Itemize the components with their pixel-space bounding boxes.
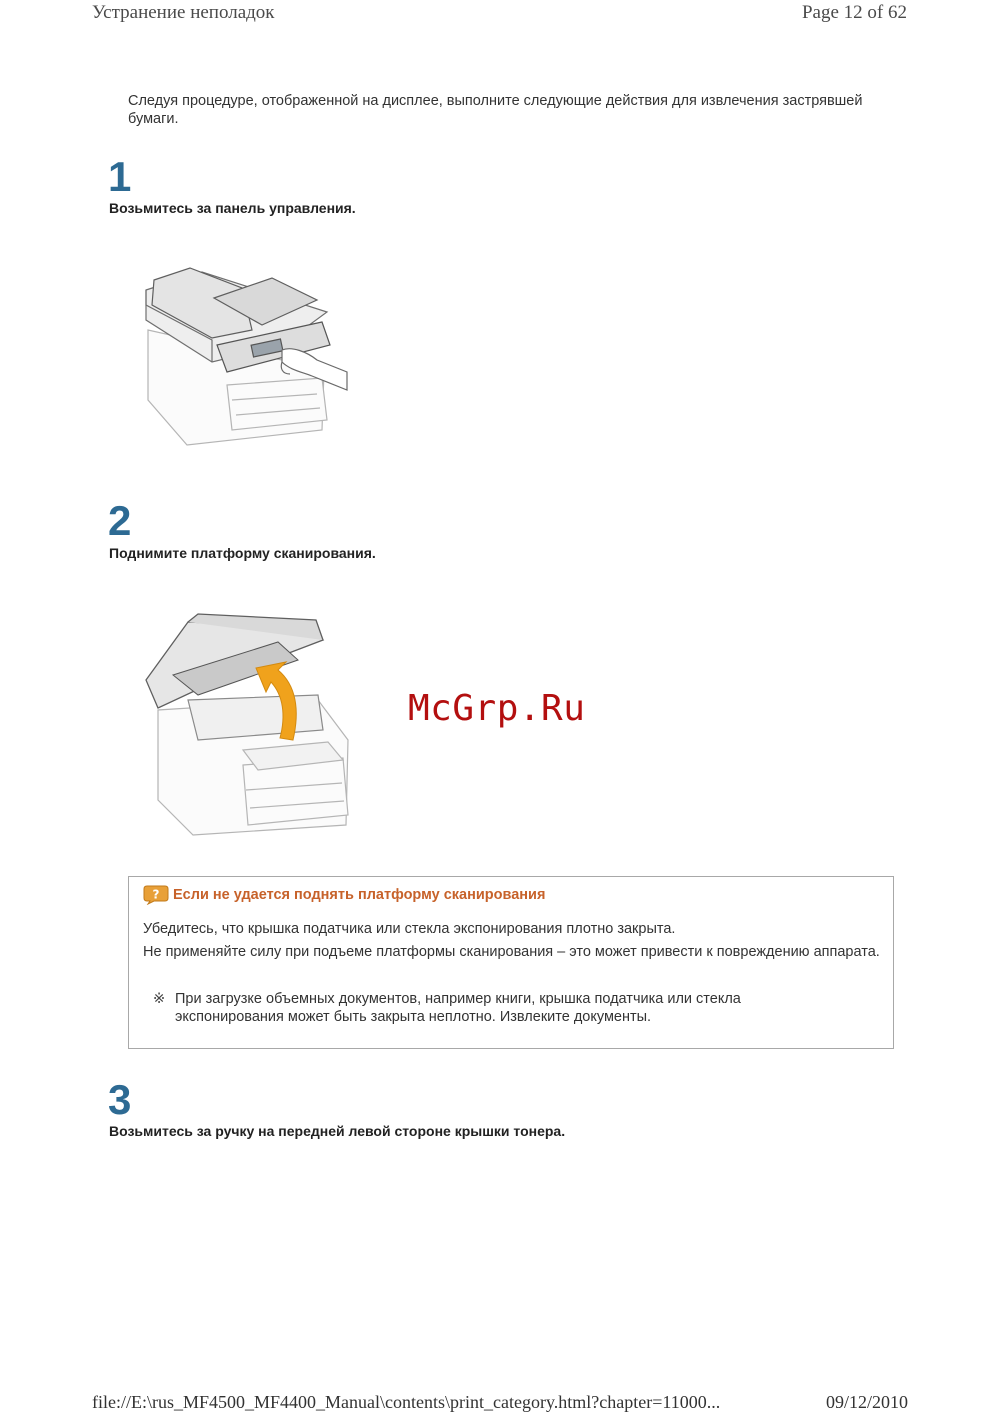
note-body xyxy=(143,920,888,961)
footer-file-path: file://E:\rus_MF4500_MF4400_Manual\contents\print_category.html?chapter=11000... xyxy=(92,1392,721,1412)
note-remark-text: При загрузке объемных документов, например книги, крышка податчика или стекла экспонирования может быть закрыта неплотно. Извлеките документы. xyxy=(175,991,741,1025)
intro-text: Следуя процедуре, отображенной на дисплее, выполните следующие действия для извлечения застрявшей бумаги. xyxy=(128,93,863,127)
step-2-number: 2 xyxy=(108,497,132,544)
watermark: McGrp.Ru xyxy=(408,688,586,729)
header-title: Устранение неполадок xyxy=(92,2,275,23)
note-box xyxy=(128,876,894,1049)
note-title: Если не удается поднять платформу сканирования xyxy=(173,887,546,903)
step-2-illustration xyxy=(128,600,353,858)
note-line-1: Убедитесь, что крышка податчика или стекла экспонирования плотно закрыта. xyxy=(143,921,676,937)
step-3-title: Возьмитесь за ручку на передней левой стороне крышки тонера. xyxy=(109,1123,566,1139)
step-1-number: 1 xyxy=(108,153,132,200)
step-2-title: Поднимите платформу сканирования. xyxy=(109,545,376,561)
step-1-illustration xyxy=(132,250,360,468)
reference-mark-icon: ※ xyxy=(153,991,166,1007)
footer-date: 09/12/2010 xyxy=(825,1392,908,1412)
question-bubble-icon xyxy=(143,885,169,905)
note-line-2: Не применяйте силу при подъеме платформы сканирования – это может привести к повреждению аппарата. xyxy=(143,944,880,960)
note-header xyxy=(143,885,545,905)
svg-text:?: ? xyxy=(152,887,160,902)
note-remark xyxy=(153,990,853,1026)
step-1-title: Возьмитесь за панель управления. xyxy=(109,200,356,216)
step-3-number: 3 xyxy=(108,1076,132,1123)
page-counter: Page 12 of 62 xyxy=(801,2,907,23)
